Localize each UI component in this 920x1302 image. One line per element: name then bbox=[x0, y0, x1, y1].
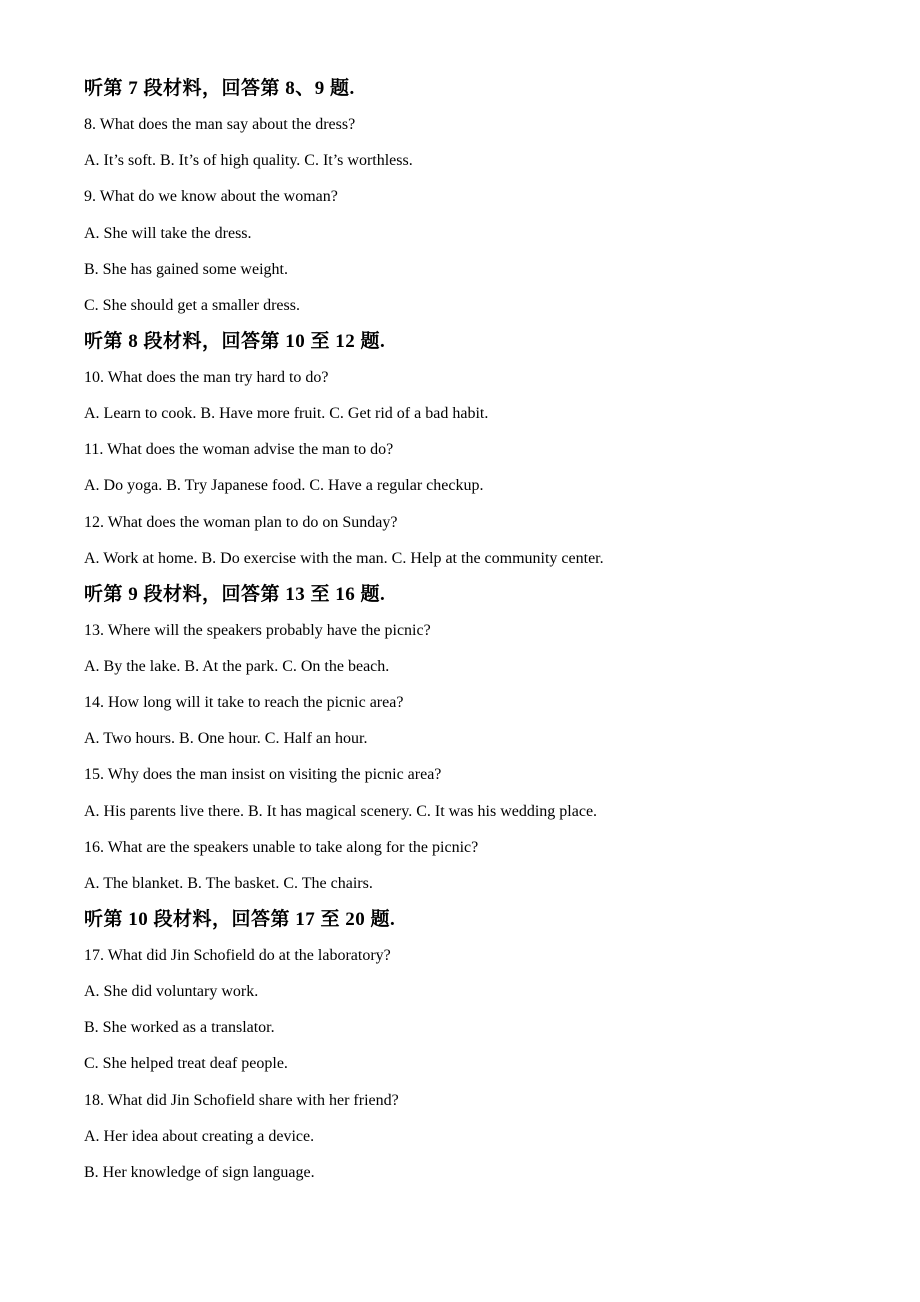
options-line: A. The blanket. B. The basket. C. The chairs. bbox=[84, 874, 373, 892]
option-line: A. Her idea about creating a device. bbox=[84, 1127, 315, 1145]
section-header: 听第 8 段材料，回答第 10 至 12 题. bbox=[84, 330, 386, 352]
question-line: 18. What did Jin Schofield share with her friend? bbox=[84, 1091, 399, 1109]
option-line: B. She worked as a translator. bbox=[84, 1019, 275, 1037]
option-line: A. She will take the dress. bbox=[84, 224, 252, 242]
question-line: 13. Where will the speakers probably have the picnic? bbox=[84, 621, 431, 639]
option-line: A. She did voluntary work. bbox=[84, 983, 259, 1001]
option-line: B. She has gained some weight. bbox=[84, 260, 288, 278]
question-line: 14. How long will it take to reach the picnic area? bbox=[84, 694, 404, 712]
options-line: A. Two hours. B. One hour. C. Half an hour. bbox=[84, 730, 368, 748]
options-line: A. By the lake. B. At the park. C. On the beach. bbox=[84, 658, 390, 675]
section-header: 听第 10 段材料，回答第 17 至 20 题. bbox=[84, 908, 396, 930]
question-line: 16. What are the speakers unable to take along for the picnic? bbox=[84, 838, 479, 856]
section-material-9 bbox=[84, 577, 880, 902]
option-line: B. Her knowledge of sign language. bbox=[84, 1163, 315, 1181]
section-header: 听第 9 段材料，回答第 13 至 16 题. bbox=[84, 583, 386, 605]
options-line: A. Do yoga. B. Try Japanese food. C. Have a regular checkup. bbox=[84, 477, 484, 495]
question-line: 11. What does the woman advise the man to do? bbox=[84, 441, 394, 459]
question-line: 8. What does the man say about the dress? bbox=[84, 116, 356, 134]
section-material-7 bbox=[84, 71, 880, 324]
section-material-10 bbox=[84, 902, 880, 1191]
option-line: C. She helped treat deaf people. bbox=[84, 1055, 288, 1073]
question-line: 12. What does the woman plan to do on Sunday? bbox=[84, 513, 398, 531]
options-line: A. It’s soft. B. It’s of high quality. C. It’s worthless. bbox=[84, 152, 413, 170]
options-line: A. Learn to cook. B. Have more fruit. C. Get rid of a bad habit. bbox=[84, 405, 489, 423]
question-line: 9. What do we know about the woman? bbox=[84, 188, 338, 206]
question-line: 10. What does the man try hard to do? bbox=[84, 369, 329, 386]
section-material-8 bbox=[84, 324, 880, 577]
question-line: 17. What did Jin Schofield do at the laboratory? bbox=[84, 947, 391, 964]
question-line: 15. Why does the man insist on visiting the picnic area? bbox=[84, 766, 442, 784]
section-header: 听第 7 段材料，回答第 8、9 题. bbox=[84, 78, 355, 99]
options-line: A. Work at home. B. Do exercise with the man. C. Help at the community center. bbox=[84, 549, 604, 567]
options-line: A. His parents live there. B. It has magical scenery. C. It was his wedding place. bbox=[84, 802, 598, 820]
option-line: C. She should get a smaller dress. bbox=[84, 296, 300, 314]
